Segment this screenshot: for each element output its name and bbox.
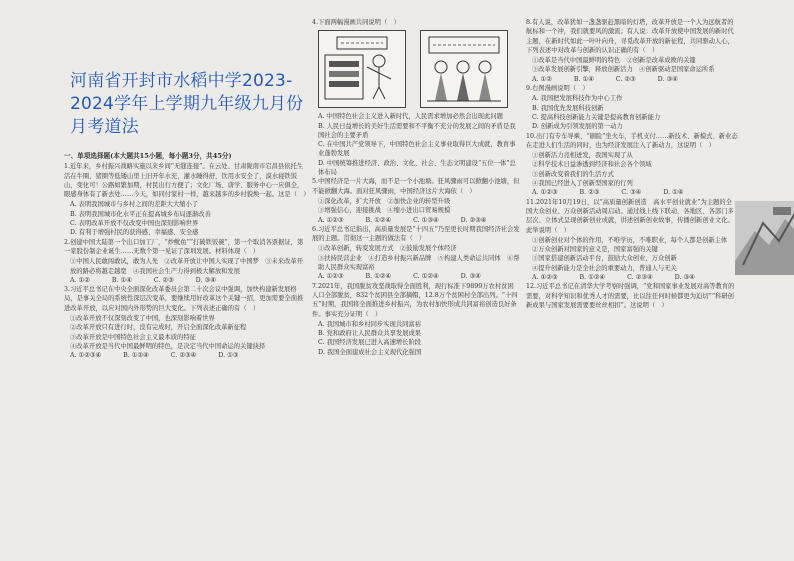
answer-b: B. ②③ (579, 189, 600, 197)
q10-statement-4: ④我国已经进入了创新型国家的行列 (532, 180, 633, 188)
q10-statement-3: ③创新改变着我们的生活方式 (532, 170, 614, 178)
q3-statement-3: ③改革开放是中国特色社会主义最本质的特征 (70, 333, 196, 341)
q1-option-c: C. 表明改革开放不仅改变中国也深刻影响世界 (70, 220, 199, 228)
q7-option-a: A. 我国城市和乡村同步实现共同富裕 (318, 320, 422, 328)
q9-option-a: A. 我国把发展科技作为中心工作 (532, 95, 623, 103)
section-heading: 一、单项选择题(本大题共15小题，每小题3分，共45分) (64, 152, 232, 160)
answer-c: C. ②③④ (170, 352, 197, 360)
q7-option-d: D. 我国全面建成社会主义现代化强国 (318, 348, 422, 356)
q9-option-d: D. 创新成为引领发展的第一动力 (532, 123, 623, 131)
q5-statements-2: ③增强信心，迎接挑战 ④缩小进出口贸易规模 (318, 207, 451, 215)
q7-option-b: B. 党和政府让人民群众共享发展成果 (318, 330, 422, 338)
answer-d: D. ③④ (657, 75, 678, 83)
question-8: 8.有人说，改革犹如一盏盏驱赶黑暗的灯塔，改革开放是一个人为远航者的航标和一个冲，我们就要风的激流；有人说：改革开放使中国发展的新时代主题，在新时代如此一叶叶向舟，寻觅改革开放的新征程，共同驱动人心，下列表述中对改革与创新的认识正确的有（ ） (526, 19, 734, 54)
answer-a: A. ①②③ (318, 273, 344, 281)
q3-answers (64, 351, 309, 360)
question-5: 5.中国经济是一片大海，而不是一个小池塘。狂风骤雨可以掀翻小池塘，但不能掀翻大海。面对狂风骤雨，中国经济这片大海依（ ） (312, 178, 520, 195)
q3-statement-1: ①改革开放不仅深刻改变了中国，也深刻影响着世界 (70, 315, 215, 323)
q5-answers (312, 216, 520, 225)
question-9: 9.右图漫画说明（ ） (526, 85, 589, 93)
q10-answers (526, 188, 738, 197)
q11-statement-1: ①创新创业对个体的作用，不唯学历，不唯职业，每个人都是创新主体 (532, 236, 728, 244)
answer-b: B. ①②④ (123, 352, 149, 360)
column-1 (64, 150, 309, 361)
q8-statements-2: ③改革发展创新引擎，释放创新活力 ④创新驱动是国家命运所系 (532, 66, 715, 74)
cartoon-left-image (318, 30, 406, 108)
answer-d: D. ②③④ (460, 216, 487, 224)
q6-answers (312, 272, 520, 281)
q5-statements-1: ①深化改革，扩大开放 ②加快企业的转型升级 (318, 197, 451, 205)
answer-d: D. ①④ (663, 189, 684, 197)
innovation-cartoon-image (735, 201, 794, 275)
column-2 (312, 18, 520, 357)
q10-statement-2: ②科学技术日益渗透到经济和社会各个领域 (532, 161, 652, 169)
question-11: 11.2021年10月19日，以“高质量创新创造 高水平创业就业”为主题的全国大众创业、万众创新活动周启动。通过线上线下联动，各地区、各部门多层次、立体式呈现创新创业成就，讲述创新创业故事，传播创新创业文化。此举说明（ ） (526, 198, 734, 234)
question-4: 4.下面两幅漫画共同说明（ ） (312, 19, 400, 26)
q11-statement-2: ②万众创新对国家的意义是，国家富强的关键 (532, 246, 658, 254)
answer-a: A. ①②③ (318, 216, 344, 224)
q8-answers (526, 75, 738, 84)
question-2: 2.创建中国大陆第一个出口加工厂，“炒鱿鱼”“打破铁饭碗”，第一个取消各票据证，第一家股份制企业诞生……无数个第一见证了深圳发展。材料体现（ ） (64, 238, 304, 255)
q8-statements-1: ①改革是当代中国最鲜明的特色 ②创新是改革成败的关键 (532, 57, 696, 65)
q2-answers (64, 276, 309, 285)
answer-d: D. ①③ (218, 352, 239, 360)
answer-b: B. ①④ (111, 276, 132, 284)
column-3 (526, 18, 738, 311)
q4-option-d: D. 中国统筹推进经济、政治、文化、社会、生态文明建设“五位一体”总体布局 (318, 159, 516, 177)
q11-statement-3: ③国家搭建创新活动平台，鼓励大众创业，万众创新 (532, 255, 677, 263)
q7-option-c: C. 我国经济发展已进入高速增长阶段 (318, 339, 422, 347)
q9-option-b: B. 我国优先发展科技创新 (532, 104, 604, 112)
cartoon-right-image (420, 30, 508, 108)
answer-a: A. ①②③ (532, 274, 558, 282)
question-10: 10.出门有专车导乘，“刷脸”坐火车，手机支付……新技术、新模式、新业态在走进人们生活的同时，也为经济发展注入了新动力，这说明（ ） (526, 132, 738, 149)
answer-c: C. ②③ (615, 75, 636, 83)
q4-cartoons (318, 30, 520, 108)
answer-b: B. ①②④ (365, 273, 392, 281)
page-title: 河南省开封市水稻中学2023-2024学年上学期九年级九月份月考道法 (70, 71, 304, 137)
answer-b: B. ①②④ (579, 274, 606, 282)
answer-b: B. ①④ (573, 75, 594, 83)
answer-a: A. ①② (532, 75, 552, 83)
q11-answers (526, 273, 738, 282)
answer-c: C. ①③④ (413, 216, 439, 224)
answer-d: D. ③④ (195, 276, 216, 284)
answer-b: B. ①②④ (365, 216, 392, 224)
question-3: 3.习近平总书记在中央全面深化改革委员会第二十次会议中强调，加快构建新发展格局，是事关全局的系统性深层次变革，要继续用好改革这个关键一招，更加需要全面推进改革开放，以应对国内外形势的巨大变化。下列表述正确的有（ ） (64, 286, 304, 312)
q4-option-a: A. 中国特色社会主义进入新时代，人民需求增加必然会出现此问题 (318, 113, 503, 121)
q2-statements: ①中国人民敢闯敢试，敢为人先 ②改革开放让中国人实现了中国梦 ③未来改革开放的路必将越走越宽 ④我国社会生产力得到极大解放和发展 (70, 258, 303, 275)
answer-a: A. ①②③ (532, 189, 558, 197)
q11-statement-4: ④提升创新能力是全社会的重要动力，普通人与无关 (532, 264, 677, 272)
q9-option-c: C. 提高科技创新能力关键是提高教育创新能力 (532, 113, 661, 121)
q1-option-b: B. 表明我国城市化水平正在提高城乡布局逐渐改善 (70, 210, 211, 218)
question-12: 12.习近平总书记在清华大学考察时强调，“党和国家事业发展对高等教育的需要，对科学知识和优秀人才的需要，比以往任何时候都更为迫切”“科研创新成果与国家发展需要要丝丝相扣”。这说明（ ） (526, 283, 735, 309)
question-1: 1.近年来，乡村振兴战略实施以来乡间“无缝连接”。在云处、甘肃陇南市宕昌县依托生活在牛圈、猪圈等低矮山里上旧开年水充，灌水睡得舒，饮用水安全了，漠水寝铁饭山，变化可！公路如繁加期，村民出行方便了；文化厂场、唐学、服务中心一应俱全，眼感身体有了新去处……今天，如同付家村一样，越来越多的乡村貌焕一起。这是（ ） (64, 163, 310, 199)
q3-statement-4: ④改革开放是当代中国最鲜明的特色，是决定当代中国命运的关键抉择 (70, 342, 266, 350)
answer-c: C. ①②④ (413, 273, 439, 281)
q1-option-d: D. 有利于增强村民的获得感、幸福感、安全感 (70, 229, 199, 237)
question-7: 7.2021年，我国脱贫攻坚战取得全面胜利，现行标准下9899万农村贫困人口全部脱贫，832个贫困县全部摘帽，12.8万个贫困村全部出列。“十四五”时期，我国将全面推进乡村振兴，为农村加快形成共同富裕创造良好条件。事实充分证明（ ） (312, 282, 518, 318)
answer-c: C. ③④ (621, 189, 642, 197)
q6-statements-2: ③扶持民营企业 ④打造乡村振兴新品牌 ⑤构建人类命运共同体 ⑥帮助人民群众实现富裕 (318, 254, 520, 272)
answer-d: D. ③④ (460, 273, 481, 281)
q10-statement-1: ①创新活力竞相迸发，我国实现了从 (532, 152, 633, 160)
q4-option-c: C. 在中国共产党领导下，中国特色社会主义事业取得巨大成就，教育事业蓬勃发展 (318, 141, 516, 158)
q4-option-b: B. 人民日益增长的美好生活需要和不平衡不充分的发展之间的矛盾是我国社会的主要矛盾 (318, 122, 516, 139)
answer-c: C. ②③ (153, 276, 174, 284)
answer-c: C. ②③④ (627, 274, 653, 282)
q3-statement-2: ②改革开放只有进行时，没有完成时，开启全面深化改革新征程 (70, 324, 247, 332)
answer-d: D. ③④ (674, 274, 695, 282)
answer-a: A. ①② (70, 276, 90, 284)
answer-a: A. ①②③④ (70, 352, 102, 360)
question-6: 6.习近平总书记指出，高质量发展是“十四五”乃至更长时期我国经济社会发展的主题。贯彻这一主题的做法有（ ） (312, 225, 520, 243)
q1-option-a: A. 表明我国城市与乡村之间的差距大大缩小了 (70, 201, 199, 209)
q6-statements-1: ①改革创新，转变发展方式 ②鼓励发展个体经济 (318, 245, 457, 253)
